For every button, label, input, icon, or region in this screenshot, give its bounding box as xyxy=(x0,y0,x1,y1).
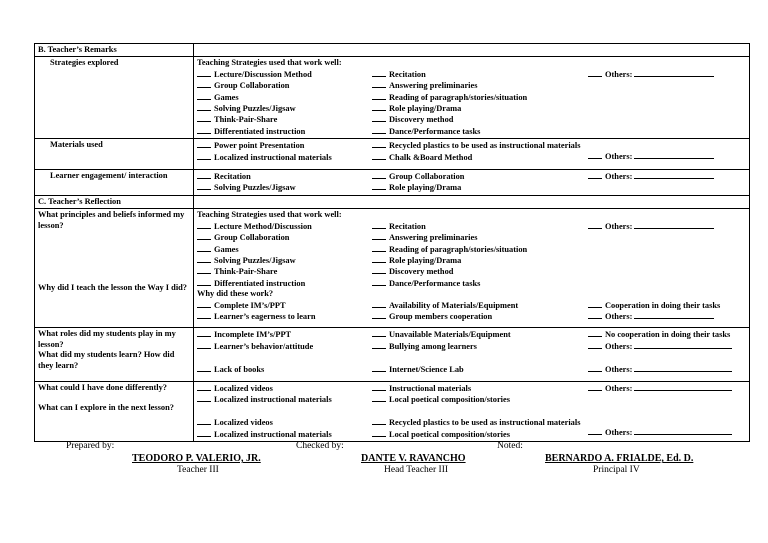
why-option[interactable]: Availability of Materials/Equipment xyxy=(372,300,588,311)
role-option[interactable]: Unavailable Materials/Equipment xyxy=(372,329,588,340)
prepared-by-name: TEODORO P. VALERIO, JR. xyxy=(132,453,261,464)
form-table xyxy=(34,43,750,442)
section-b-header-row xyxy=(35,44,750,57)
remarks-reflection-form xyxy=(34,43,750,442)
principle-option[interactable]: Differentiated instruction xyxy=(197,278,372,289)
role-option[interactable]: Internet/Science Lab xyxy=(372,364,588,375)
differently-option[interactable]: Localized videos xyxy=(197,383,372,394)
principle-option[interactable]: Reading of paragraph/stories/situation xyxy=(372,244,588,255)
noted-name: BERNARDO A. FRIALDE, Ed. D. xyxy=(545,453,694,464)
strategy-option[interactable]: Dance/Performance tasks xyxy=(372,126,588,137)
material-option[interactable]: Power point Presentation xyxy=(197,140,372,151)
learned-question: What did my students learn? How did they learn? xyxy=(38,350,175,370)
signature-block xyxy=(34,441,750,477)
strategy-option[interactable]: Reading of paragraph/stories/situation xyxy=(372,92,588,103)
differently-question: What could I have done differently? xyxy=(38,382,167,392)
role-others-option[interactable]: Others: xyxy=(588,364,746,375)
why-others-option[interactable]: Others: xyxy=(588,311,746,322)
noted-label: Noted: xyxy=(497,441,523,451)
why-option[interactable]: Cooperation in doing their tasks xyxy=(588,300,746,311)
strategies-label: Strategies explored xyxy=(50,58,119,68)
engagement-option[interactable]: Solving Puzzles/Jigsaw xyxy=(197,182,372,193)
strategy-option[interactable]: Answering preliminaries xyxy=(372,80,588,91)
principle-option[interactable]: Dance/Performance tasks xyxy=(372,278,588,289)
engagement-option[interactable]: Role playing/Drama xyxy=(372,182,588,193)
engagement-label: Learner engagement/ interaction xyxy=(50,171,168,181)
explore-question: What can I explore in the next lesson? xyxy=(38,402,174,412)
materials-cell xyxy=(194,139,750,170)
principle-option[interactable]: Discovery method xyxy=(372,266,588,277)
differently-row xyxy=(35,381,750,442)
differently-option[interactable]: Instructional materials xyxy=(372,383,588,394)
material-option[interactable]: Chalk &Board Method xyxy=(372,152,588,163)
material-others-option[interactable]: Others: xyxy=(588,151,746,162)
explore-option[interactable]: Localized instructional materials xyxy=(197,429,372,440)
why-teach-question: Why did I teach the lesson the Way I did? xyxy=(38,283,187,293)
differently-option[interactable]: Localized instructional materials xyxy=(197,394,372,405)
strategy-option[interactable]: Think-Pair-Share xyxy=(197,114,372,125)
roles-question: What roles did my students play in my lesson? xyxy=(38,329,176,349)
checked-by-name: DANTE V. RAVANCHO xyxy=(361,453,466,464)
principle-option[interactable]: Answering preliminaries xyxy=(372,232,588,243)
roles-cell xyxy=(194,328,750,381)
principles-header: Teaching Strategies used that work well: xyxy=(197,210,342,220)
strategy-others-option[interactable]: Others: xyxy=(588,69,746,80)
role-option[interactable]: Incomplete IM’s/PPT xyxy=(197,329,372,340)
strategies-row xyxy=(35,57,750,139)
why-option[interactable]: Learner’s eagerness to learn xyxy=(197,311,372,322)
differently-option[interactable]: Local poetical composition/stories xyxy=(372,394,588,405)
why-option[interactable]: Complete IM’s/PPT xyxy=(197,300,372,311)
principles-row xyxy=(35,209,750,328)
engagement-option[interactable]: Group Collaboration xyxy=(372,171,588,182)
differently-others-option[interactable]: Others: xyxy=(588,383,746,394)
engagement-row xyxy=(35,170,750,196)
explore-others-option[interactable]: Others: xyxy=(588,427,746,438)
engagement-others-option[interactable]: Others: xyxy=(588,171,746,182)
principle-option[interactable]: Think-Pair-Share xyxy=(197,266,372,277)
materials-row xyxy=(35,139,750,170)
principle-others-option[interactable]: Others: xyxy=(588,221,746,232)
section-b-title: B. Teacher’s Remarks xyxy=(35,44,194,57)
strategy-option[interactable]: Differentiated instruction xyxy=(197,126,372,137)
material-option[interactable]: Recycled plastics to be used as instructional materials xyxy=(372,140,588,151)
principle-option[interactable]: Solving Puzzles/Jigsaw xyxy=(197,255,372,266)
prepared-by-title: Teacher III xyxy=(177,465,219,475)
prepared-by-label: Prepared by: xyxy=(66,441,115,451)
materials-label: Materials used xyxy=(50,140,103,150)
strategies-header: Teaching Strategies used that work well: xyxy=(197,58,342,68)
strategy-option[interactable]: Discovery method xyxy=(372,114,588,125)
engagement-option[interactable]: Recitation xyxy=(197,171,372,182)
principle-option[interactable]: Recitation xyxy=(372,221,588,232)
strategy-option[interactable]: Games xyxy=(197,92,372,103)
section-c-header-blank xyxy=(194,195,750,208)
principle-option[interactable]: Lecture Method/Discussion xyxy=(197,221,372,232)
principles-cell xyxy=(194,209,750,328)
why-work-header: Why did these work? xyxy=(197,289,274,299)
section-c-title: C. Teacher’s Reflection xyxy=(35,195,194,208)
roles-row xyxy=(35,328,750,381)
section-c-header-row xyxy=(35,195,750,208)
strategy-option[interactable]: Recitation xyxy=(372,69,588,80)
section-b-header-blank xyxy=(194,44,750,57)
role-option[interactable]: Bullying among learners xyxy=(372,341,588,352)
strategies-cell xyxy=(194,57,750,139)
principle-option[interactable]: Role playing/Drama xyxy=(372,255,588,266)
role-others-option[interactable]: Others: xyxy=(588,341,746,352)
differently-cell xyxy=(194,381,750,442)
strategy-option[interactable]: Role playing/Drama xyxy=(372,103,588,114)
explore-option[interactable]: Local poetical composition/stories xyxy=(372,429,588,440)
why-option[interactable]: Group members cooperation xyxy=(372,311,588,322)
noted-title: Principal IV xyxy=(593,465,640,475)
role-option[interactable]: Lack of books xyxy=(197,364,372,375)
engagement-cell xyxy=(194,170,750,196)
principle-option[interactable]: Games xyxy=(197,244,372,255)
strategy-option[interactable]: Group Collaboration xyxy=(197,80,372,91)
principle-option[interactable]: Group Collaboration xyxy=(197,232,372,243)
checked-by-title: Head Teacher III xyxy=(384,465,449,475)
role-option[interactable]: Learner’s behavior/attitude xyxy=(197,341,372,352)
explore-option[interactable]: Localized videos xyxy=(197,417,372,428)
checked-by-label: Checked by: xyxy=(296,441,344,451)
strategy-option[interactable]: Lecture/Discussion Method xyxy=(197,69,372,80)
strategy-option[interactable]: Solving Puzzles/Jigsaw xyxy=(197,103,372,114)
explore-option[interactable]: Recycled plastics to be used as instructional materials xyxy=(372,417,588,428)
material-option[interactable]: Localized instructional materials xyxy=(197,152,372,163)
role-option[interactable]: No cooperation in doing their tasks xyxy=(588,329,746,340)
principles-question: What principles and beliefs informed my lesson? xyxy=(38,210,185,230)
